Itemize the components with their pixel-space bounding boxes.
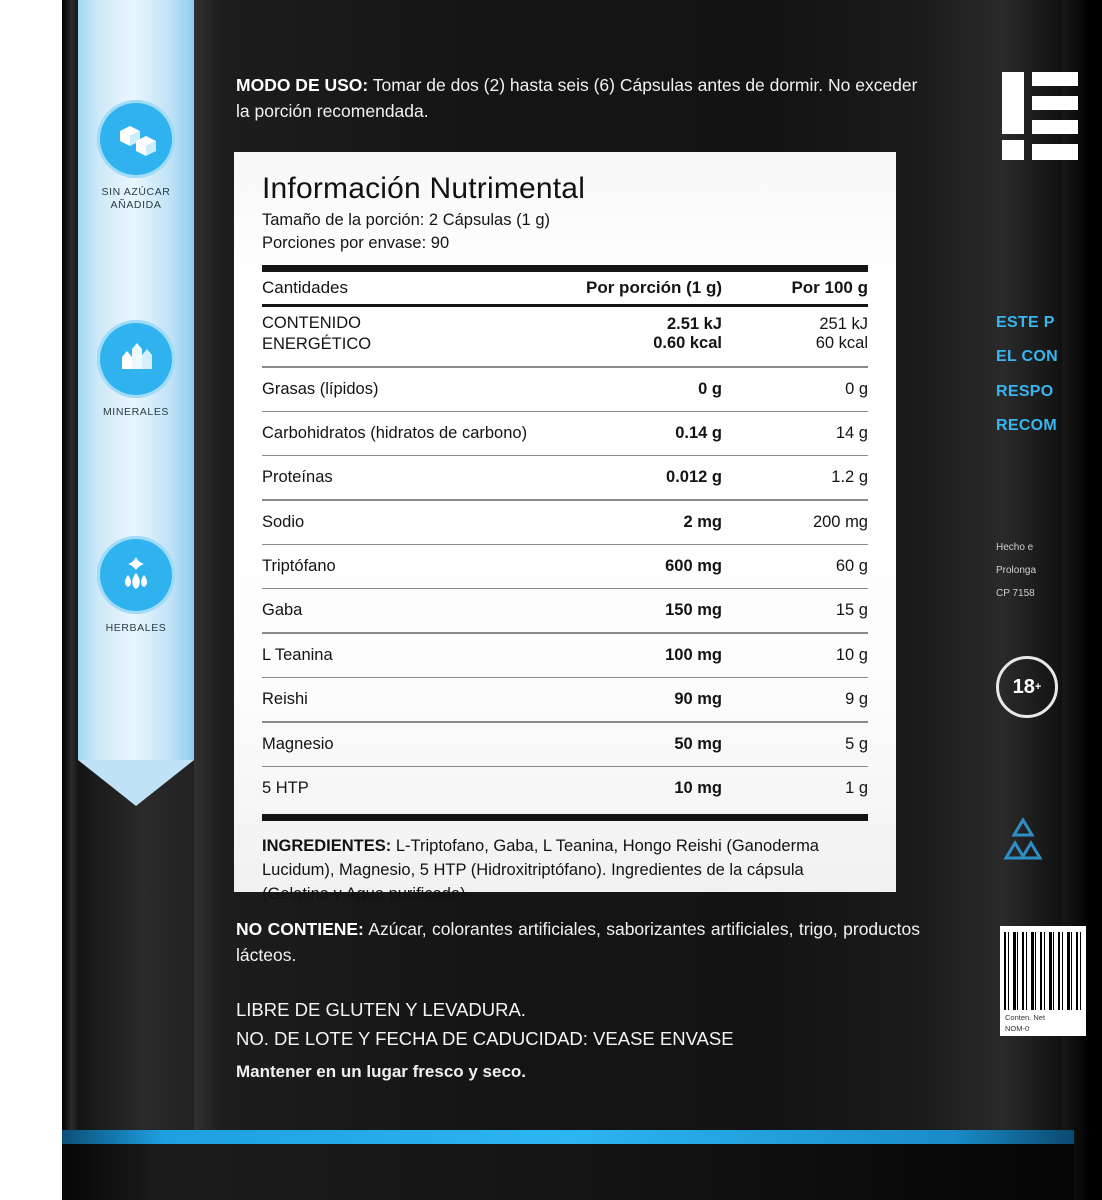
panel-top-rule <box>262 265 868 272</box>
exclamation-warning-icon <box>998 66 1078 162</box>
table-row <box>262 462 868 493</box>
barcode-caption <box>1005 1012 1083 1035</box>
row-value-per-100g: 0 g <box>845 379 868 398</box>
table-header-row <box>262 272 868 304</box>
ribbon-item-minerales <box>78 320 194 419</box>
row-label: L Teanina <box>262 645 333 664</box>
row-value-per-serving: 0.14 g <box>675 423 722 442</box>
age-18-plus-badge <box>996 656 1058 718</box>
usage-heading: MODO DE USO: <box>236 75 369 95</box>
row-value-per-serving: 50 mg <box>674 734 722 753</box>
row-label: Magnesio <box>262 734 334 753</box>
ingredients-block <box>262 835 868 907</box>
age-badge-number: 18 <box>1012 675 1035 698</box>
row-value-per-serving: 90 mg <box>674 690 722 709</box>
side-panel-wrapped <box>990 46 1086 1106</box>
ribbon-item-label <box>78 622 194 635</box>
ribbon-label-line1: HERBALES <box>105 622 167 634</box>
panel-bottom-rule <box>262 814 868 821</box>
table-row <box>262 684 868 715</box>
row-label: Reishi <box>262 690 308 709</box>
nutrition-rows <box>262 307 868 804</box>
usage-directions <box>236 72 920 125</box>
table-row <box>262 507 868 538</box>
table-row <box>262 551 868 582</box>
row-label: Proteínas <box>262 468 333 487</box>
table-row <box>262 418 868 449</box>
bottle-bottom <box>62 1144 1074 1200</box>
side-panel-line: RESPO <box>996 382 1054 400</box>
row-value-per-100g: 15 g <box>835 601 868 620</box>
ingredients-heading: INGREDIENTES: <box>262 837 392 856</box>
ingredients-text: L-Triptofano, Gaba, L Teanina, Hongo Reishi (Ganoderma Lucidum), Magnesio, 5 HTP (Hidroxitriptófano). Ingredientes de la cápsula (Gelatina y Agua purificada). <box>262 837 819 903</box>
row-value-per-100g: 14 g <box>835 423 868 442</box>
row-value-per-serving: 150 mg <box>665 601 722 620</box>
row-divider <box>262 411 868 412</box>
side-panel-line: EL CON <box>996 348 1058 366</box>
gluten-free-line: LIBRE DE GLUTEN Y LEVADURA. <box>236 999 526 1020</box>
energy-label-line2: ENERGÉTICO <box>262 334 372 353</box>
ribbon-pointed-tip <box>78 760 194 806</box>
table-row <box>262 374 868 405</box>
fine-print-line: Hecho e <box>996 542 1034 553</box>
row-divider <box>262 721 868 722</box>
side-panel-line: RECOM <box>996 417 1058 435</box>
row-value-per-serving: 0.012 g <box>666 468 722 487</box>
nutrition-table <box>262 272 868 304</box>
energy-label-line1: CONTENIDO <box>262 313 361 332</box>
row-value-per-100g: 1.2 g <box>831 468 868 487</box>
bottle-left-edge <box>62 0 78 1200</box>
table-row <box>262 773 868 804</box>
age-badge-plus: + <box>1034 681 1042 693</box>
column-header-per-serving: Por porción (1 g) <box>586 277 722 297</box>
row-divider <box>262 632 868 633</box>
sugar-cubes-icon <box>97 100 175 178</box>
energy-serving-line1: 2.51 kJ <box>666 314 722 333</box>
row-label: Triptófano <box>262 557 336 576</box>
storage-line: Mantener en un lugar fresco y seco. <box>236 1062 527 1081</box>
row-label: Carbohidratos (hidratos de carbono) <box>262 423 528 442</box>
image-left-margin <box>0 0 63 1200</box>
lot-expiry-line: NO. DE LOTE Y FECHA DE CADUCIDAD: VEASE ENVASE <box>236 1028 734 1049</box>
row-value-per-serving: 2 mg <box>683 512 722 531</box>
ribbon-label-line1: SIN AZÚCAR <box>101 186 171 198</box>
row-label: Grasas (lípidos) <box>262 379 379 398</box>
recycle-icon <box>998 814 1048 868</box>
servings-per-container: Porciones por envase: 90 <box>262 234 450 253</box>
row-value-per-serving: 0 g <box>698 379 722 398</box>
row-divider <box>262 499 868 500</box>
row-label: Sodio <box>262 512 305 531</box>
row-value-energy-serving <box>572 307 758 360</box>
fine-print-line: CP 7158 <box>996 588 1035 599</box>
row-divider <box>262 544 868 545</box>
bottom-blue-band <box>62 1130 1074 1144</box>
does-not-contain-block <box>236 916 920 969</box>
row-divider <box>262 588 868 589</box>
column-header-name: Cantidades <box>262 277 349 297</box>
row-value-energy-100g <box>758 307 868 360</box>
row-value-per-100g: 60 g <box>835 557 868 576</box>
usage-text: Tomar de dos (2) hasta seis (6) Cápsulas antes de dormir. No exceder la porción recomendada. <box>236 75 918 122</box>
fine-print-line: Prolonga <box>996 565 1037 576</box>
energy-100g-line2: 60 kcal <box>815 333 868 352</box>
minerals-crystals-icon <box>97 320 175 398</box>
row-value-per-100g: 9 g <box>845 690 868 709</box>
ribbon-label-line1: MINERALES <box>102 406 170 418</box>
nutrition-facts-panel <box>234 152 896 903</box>
row-value-per-serving: 100 mg <box>665 645 722 664</box>
row-value-per-serving: 10 mg <box>674 779 722 798</box>
table-row <box>262 640 868 671</box>
side-panel-fine-print <box>996 536 1086 605</box>
row-divider <box>262 677 868 678</box>
ribbon-label-line2: AÑADIDA <box>110 199 162 212</box>
row-value-per-100g: 1 g <box>845 779 868 798</box>
side-panel-warning-text <box>996 306 1086 444</box>
herbal-leaf-drop-icon <box>97 536 175 614</box>
does-not-contain-heading: NO CONTIENE: <box>236 919 364 939</box>
barcode-caption-line: NOM-0 <box>1005 1024 1030 1034</box>
ribbon-item-sin-azucar <box>78 100 194 212</box>
row-divider <box>262 455 868 456</box>
energy-serving-line2: 0.60 kcal <box>653 333 722 352</box>
row-value-per-serving: 600 mg <box>665 557 722 576</box>
barcode-lines <box>1004 932 1082 1010</box>
row-value-per-100g: 200 mg <box>812 512 868 531</box>
feature-ribbon <box>78 0 194 790</box>
table-row <box>262 729 868 760</box>
row-value-per-100g: 5 g <box>845 734 868 753</box>
panel-title: Información Nutrimental <box>262 172 586 205</box>
ribbon-item-herbales <box>78 536 194 635</box>
row-label: Gaba <box>262 601 303 620</box>
row-divider <box>262 366 868 367</box>
serving-size: Tamaño de la porción: 2 Cápsulas (1 g) <box>262 211 550 229</box>
row-divider <box>262 766 868 767</box>
ribbon-item-label <box>78 186 194 212</box>
column-header-per-100g: Por 100 g <box>791 277 868 297</box>
row-label: 5 HTP <box>262 779 309 798</box>
energy-100g-line1: 251 kJ <box>819 314 868 333</box>
does-not-contain-text: Azúcar, colorantes artificiales, saborizantes artificiales, trigo, productos lácteos. <box>236 919 920 966</box>
row-value-per-100g: 10 g <box>835 645 868 664</box>
ribbon-item-label <box>78 406 194 419</box>
side-panel-line: ESTE P <box>996 314 1055 331</box>
table-row <box>262 595 868 626</box>
table-row <box>262 307 868 360</box>
barcode-caption-line: Conten. Net <box>1005 1013 1046 1022</box>
row-label-energy <box>262 307 572 360</box>
barcode <box>1000 926 1086 1036</box>
